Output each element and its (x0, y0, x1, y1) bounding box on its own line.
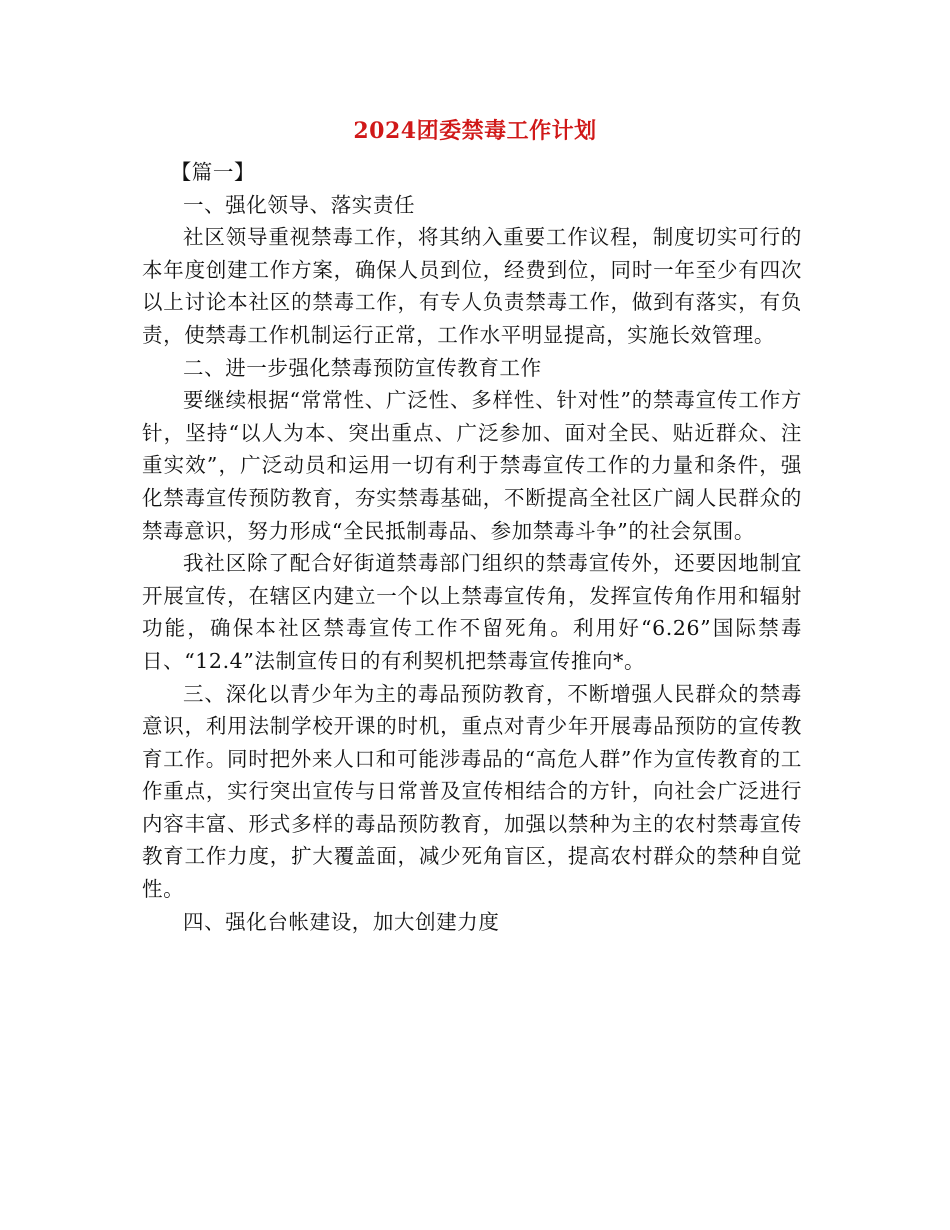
paragraph-2: 要继续根据“常常性、广泛性、多样性、针对性”的禁毒宣传工作方针，坚持“以人为本、突出重点、广泛参加、面对全民、贴近群众、注重实效”，广泛动员和运用一切有利于禁毒宣传工作的力量和条件，强化禁毒宣传预防教育，夯实禁毒基础，不断提高全社区广阔人民群众的禁毒意识，努力形成“全民抵制毒品、参加禁毒斗争”的社会氛围。 (142, 388, 802, 543)
paragraph-4: 三、深化以青少年为主的毒品预防教育，不断增强人民群众的禁毒意识，利用法制学校开课的时机，重点对青少年开展毒品预防的宣传教育工作。同时把外来人口和可能涉毒品的“高危人群”作为宣传教育的工作重点，实行突出宣传与日常普及宣传相结合的方针，向社会广泛进行内容丰富、形式多样的毒品预防教育，加强以禁种为主的农村禁毒宣传教育工作力度，扩大覆盖面，减少死角盲区，提高农村群众的禁种自觉性。 (142, 681, 802, 902)
heading-1: 一、强化领导、落实责任 (183, 192, 416, 217)
paragraph-3: 我社区除了配合好街道禁毒部门组织的禁毒宣传外，还要因地制宜开展宣传，在辖区内建立一个以上禁毒宣传角，发挥宣传角作用和辐射功能，确保本社区禁毒宣传工作不留死角。利用好“6.26”国际禁毒日、“12.4”法制宣传日的有利契机把禁毒宣传推向*。 (142, 551, 802, 673)
document-body (142, 156, 802, 938)
document-title: 2024团委禁毒工作计划 (353, 118, 597, 144)
heading-2: 二、进一步强化禁毒预防宣传教育工作 (183, 355, 542, 380)
section-label: 【篇一】 (170, 160, 256, 184)
paragraph-1: 社区领导重视禁毒工作，将其纳入重要工作议程，制度切实可行的本年度创建工作方案，确保人员到位，经费到位，同时一年至少有四次以上讨论本社区的禁毒工作，有专人负责禁毒工作，做到有落实，有负责，使禁毒工作机制运行正常，工作水平明显提高，实施长效管理。 (142, 225, 802, 347)
heading-4: 四、强化台帐建设，加大创建力度 (183, 909, 500, 934)
